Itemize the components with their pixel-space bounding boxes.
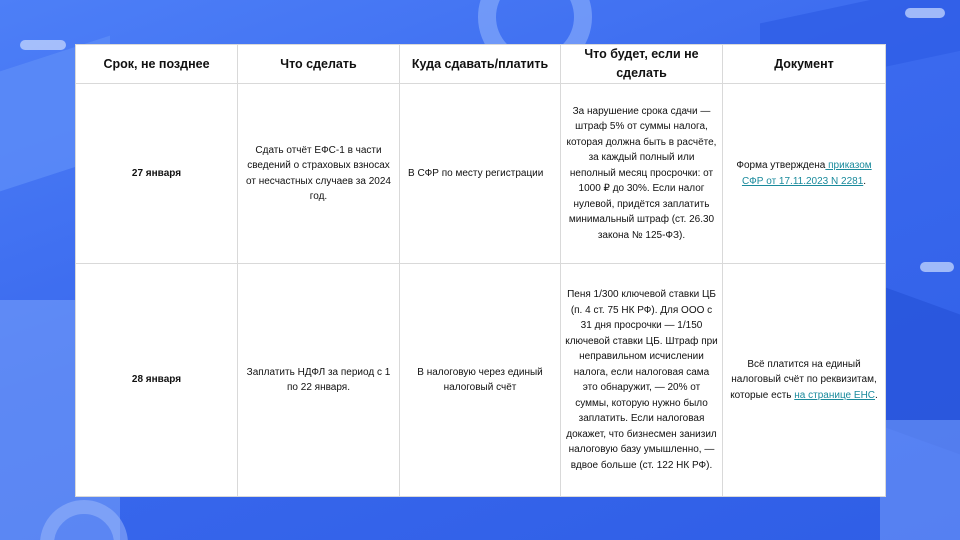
document-link[interactable]: приказом СФР от 17.11.2023 N 2281 — [741, 160, 872, 187]
document-text: Всё платится на единый налоговый счёт по реквизитам, которые есть — [730, 358, 877, 401]
where-cell: В СФР по месту регистрации — [400, 84, 561, 264]
consequence-cell: За нарушение срока сдачи — штраф 5% от суммы налога, которая должна быть в расчёте, за каждый полный или неполный месяц просрочки: от 1000 ₽ до 30%. Если налог нулевой, придётся заплатить минимальный штраф (ст. 26.30 закона № 125-ФЗ). — [561, 84, 723, 264]
header-where: Куда сдавать/платить — [400, 45, 561, 84]
action-cell: Заплатить НДФЛ за период с 1 по 22 января. — [238, 264, 400, 497]
consequence-cell: Пеня 1/300 ключевой ставки ЦБ (п. 4 ст. 75 НК РФ). Для ООО с 31 дня просрочки — 1/150 ключевой ставки ЦБ. Штраф при неправильном исчислении налога, если налоговая сама это обнаружит, — 20% от суммы, которую нужно было заплатить. Если налоговая докажет, что бизнесмен занизил налоговую базу умышленно, — вдвое больше (ст. 122 НК РФ). — [561, 264, 723, 497]
table-row — [76, 84, 886, 264]
header-consequence: Что будет, если не сделать — [561, 45, 723, 84]
deadlines-table — [75, 44, 886, 497]
deadline-cell: 27 января — [76, 84, 238, 264]
deadlines-table-card — [75, 44, 885, 496]
table-row — [76, 264, 886, 497]
table-header-row — [76, 45, 886, 84]
header-deadline: Срок, не позднее — [76, 45, 238, 84]
action-cell: Сдать отчёт ЕФС-1 в части сведений о страховых взносах от несчастных случаев за 2024 год. — [238, 84, 400, 264]
document-cell — [723, 264, 886, 497]
deadline-cell: 28 января — [76, 264, 238, 497]
document-tail: . — [875, 389, 878, 401]
document-link[interactable]: на странице ЕНС — [794, 389, 876, 401]
header-document: Документ — [723, 45, 886, 84]
document-tail: . — [863, 175, 867, 187]
document-cell — [723, 84, 886, 264]
header-action: Что сделать — [238, 45, 400, 84]
where-cell: В налоговую через единый налоговый счёт — [400, 264, 561, 497]
document-text: Форма утверждена — [736, 160, 826, 171]
